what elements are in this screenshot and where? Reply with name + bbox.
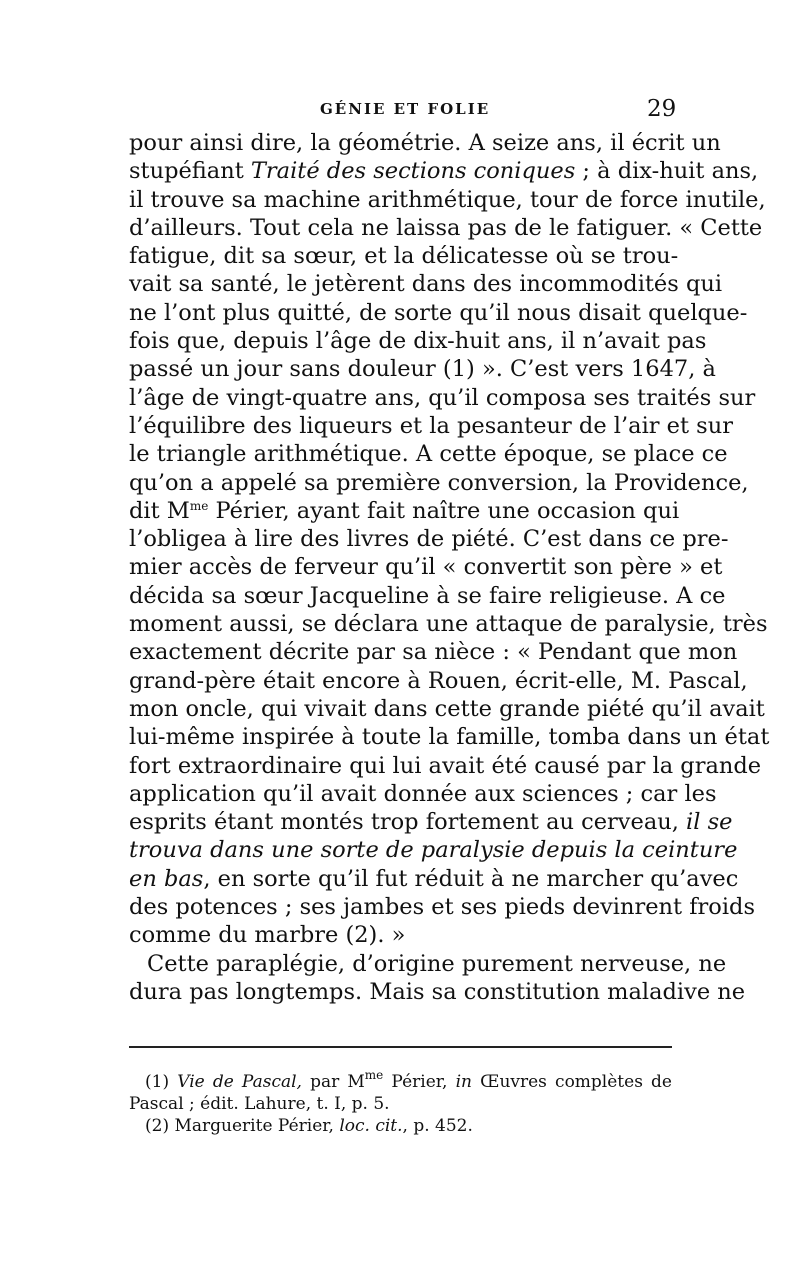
text-line: passé un jour sans douleur (1) ». C’est vers 1647, à [129,356,716,383]
text-line: l’obligea à lire des livres de piété. C’est dans ce pre- [129,526,729,553]
text-line: il trouve sa machine arithmétique, tour de force inutile, [129,186,766,213]
running-title: GÉNIE ET FOLIE [320,100,491,118]
text-line: fois que, depuis l’âge de dix-huit ans, il n’avait pas [129,328,707,355]
footnotes [129,1068,672,1137]
text-line: ne l’ont plus quitté, de sorte qu’il nous disait quelque- [129,299,748,326]
footnote-2: (2) Marguerite Périer, loc. cit., p. 452. [145,1116,473,1136]
footnote-divider [129,1046,672,1048]
text-line: l’âge de vingt-quatre ans, qu’il composa ses traités sur [129,384,756,411]
text-line: comme du marbre (2). » [129,922,406,949]
footnote-1-continued: Pascal ; édit. Lahure, t. I, p. 5. [129,1094,390,1114]
text-line: mier accès de ferveur qu’il « convertit son père » et [129,554,723,581]
text-line: lui-même inspirée à toute la famille, tomba dans un état [129,724,770,751]
text-line: qu’on a appelé sa première conversion, la Providence, [129,469,749,496]
text-line: trouva dans une sorte de paralysie depuis la ceinture [129,837,738,864]
text-line: Cette paraplégie, d’origine purement nerveuse, ne [147,950,727,977]
text-line: exactement décrite par sa nièce : « Pendant que mon [129,639,738,666]
text-line: stupéfiant Traité des sections coniques ; à dix-huit ans, [129,158,759,185]
text-line: pour ainsi dire, la géométrie. A seize ans, il écrit un [129,130,721,156]
text-line: application qu’il avait donnée aux sciences ; car les [129,780,717,807]
text-line: vait sa santé, le jetèrent dans des incommodités qui [129,271,723,298]
body-text [129,129,770,1006]
text-line: fort extraordinaire qui lui avait été causé par la grande [129,752,762,779]
page-header [0,96,800,124]
text-line: d’ailleurs. Tout cela ne laissa pas de le fatiguer. « Cette [129,214,763,241]
text-line: mon oncle, qui vivait dans cette grande piété qu’il avait [129,695,765,722]
text-line: l’équilibre des liqueurs et la pesanteur de l’air et sur [129,412,733,439]
text-line: fatigue, dit sa sœur, et la délicatesse où se trou- [129,243,679,270]
footnote-1: (1) Vie de Pascal, par $M^{me}$ Périer, in Œuvres complètes de [145,1068,672,1092]
text-line: grand-père était encore à Rouen, écrit-elle, M. Pascal, [129,667,748,694]
text-line: dit $M^{me}$ Périer, ayant fait naître une occasion qui [129,497,680,524]
page-number: 29 [647,96,677,122]
text-line: décida sa sœur Jacqueline à se faire religieuse. A ce [129,582,726,609]
text-line: esprits étant montés trop fortement au cerveau, il se [129,809,733,836]
text-line: en bas, en sorte qu’il fut réduit à ne marcher qu’avec [129,865,739,892]
text-line: des potences ; ses jambes et ses pieds devinrent froids [129,894,756,921]
text-line: dura pas longtemps. Mais sa constitution maladive ne [129,978,746,1005]
text-line: le triangle arithmétique. A cette époque, se place ce [129,441,728,468]
book-title: Traité des sections coniques [250,158,576,185]
text-line: moment aussi, se déclara une attaque de paralysie, très [129,611,768,638]
